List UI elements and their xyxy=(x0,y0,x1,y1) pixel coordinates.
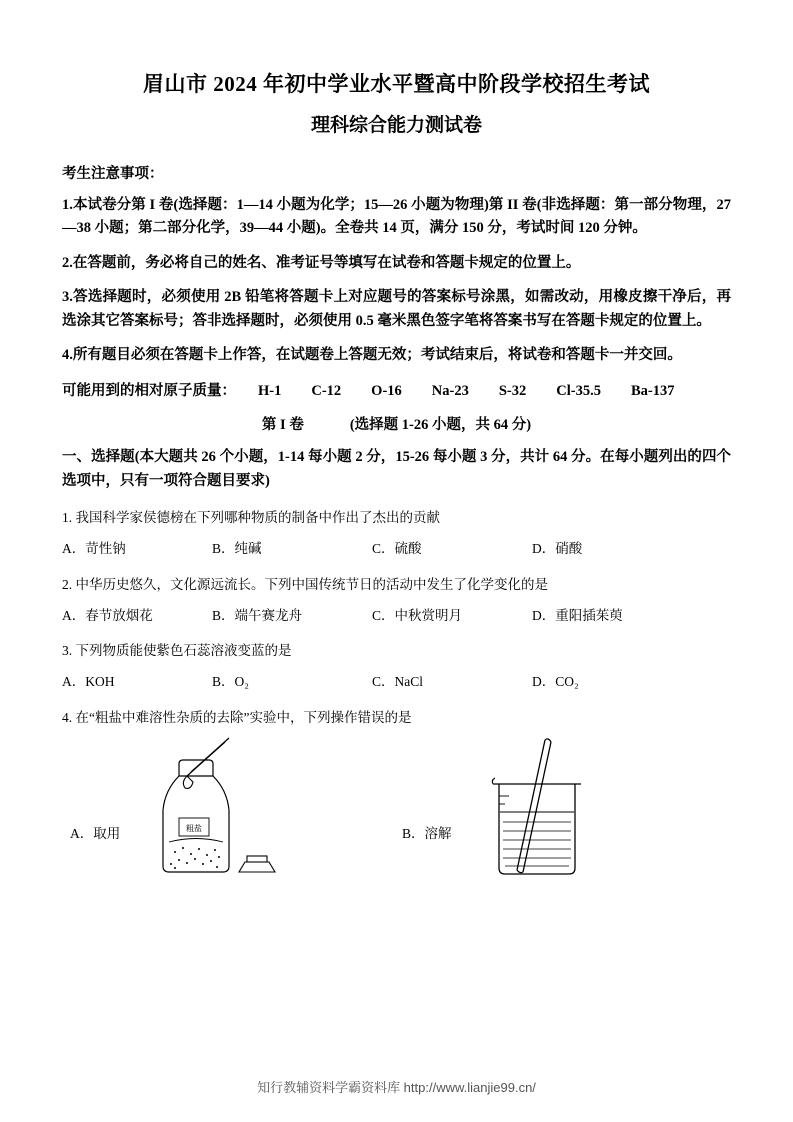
atomic-mass-label: 可能用到的相对原子质量： xyxy=(62,382,236,399)
atomic-mass-o: O-16 xyxy=(371,382,402,399)
question-1-option-a[interactable]: A．苛性钠 xyxy=(62,541,126,557)
question-4-figures xyxy=(62,734,731,904)
notice-item-2: 2.在答题前，务必将自己的姓名、准考证号等填写在试卷和答题卡规定的位置上。 xyxy=(62,254,581,271)
question-2-option-a[interactable]: A．春节放烟花 xyxy=(62,607,153,623)
page-title-line2: 理科综合能力测试卷 xyxy=(310,115,482,137)
question-3-option-d[interactable]: D．CO₂ xyxy=(532,674,579,690)
notice-item-3: 3.答选择题时，必须使用 2B 铅笔将答题卡上对应题号的答案标号涂黑，如需改动，用橡皮擦干净后，再选涂其它答案标号；答非选择题时，必须使用 0.5 毫米黑色签字笔将答案书写在答题卡规定的位置上。 xyxy=(62,289,731,329)
atomic-mass-c: C-12 xyxy=(311,382,342,399)
paper-section-note: (选择题 1-26 小题，共 64 分) xyxy=(349,417,532,434)
question-1-option-d[interactable]: D．硝酸 xyxy=(532,541,583,557)
atomic-mass-h: H-1 xyxy=(258,382,282,399)
atomic-mass-na: Na-23 xyxy=(431,382,469,399)
question-3-number: 3. xyxy=(62,643,73,659)
big-question-heading: 一、选择题(本大题共 26 个小题，1-14 每小题 2 分，15-26 每小题 3 分，共计 64 分。在每小题列出的四个选项中，只有一项符合题目要求) xyxy=(62,449,731,489)
question-4-option-b-label[interactable]: B．溶解 xyxy=(402,825,452,841)
question-2-option-c[interactable]: C．中秋赏明月 xyxy=(372,607,463,623)
question-2-number: 2. xyxy=(62,576,73,592)
beaker-dissolve-figure xyxy=(457,734,647,894)
atomic-mass-line xyxy=(62,380,731,403)
paper-section-heading xyxy=(62,413,731,434)
question-1 xyxy=(62,508,731,528)
question-3-text: 下列物质能使紫色石蕊溶液变蓝的是 xyxy=(75,643,292,659)
question-4-text: 在“粗盐中难溶性杂质的去除”实验中，下列操作错误的是 xyxy=(75,709,412,725)
question-1-text: 我国科学家侯德榜在下列哪种物质的制备中作出了杰出的贡献 xyxy=(75,510,440,526)
footer-watermark: 知行教辅资料学霸资料库 http://www.lianjie99.cn/ xyxy=(257,1080,536,1095)
question-1-options xyxy=(62,539,731,559)
question-1-option-c[interactable]: C．硫酸 xyxy=(372,541,422,557)
atomic-mass-ba: Ba-137 xyxy=(630,382,675,399)
notice-header: 考生注意事项： xyxy=(62,165,164,182)
question-3-option-c[interactable]: C．NaCl xyxy=(372,674,424,690)
question-3-option-b[interactable]: B．O₂ xyxy=(212,674,249,690)
question-3-option-a[interactable]: A．KOH xyxy=(62,674,115,690)
question-2-text: 中华历史悠久，文化源远流长。下列中国传统节日的活动中发生了化学变化的是 xyxy=(75,576,548,592)
question-4 xyxy=(62,708,731,728)
atomic-mass-s: S-32 xyxy=(498,382,527,399)
notice-item-1: 1.本试卷分第 I 卷(选择题：1—14 小题为化学；15—26 小题为物理)第 II 卷(非选择题：第一部分物理，27—38 小题；第二部分化学，39—44 小题)。全卷共 14 页，满分 150 分，考试时间 120 分钟。 xyxy=(62,196,731,237)
question-4-number: 4. xyxy=(62,709,73,725)
atomic-mass-cl: Cl-35.5 xyxy=(556,382,601,399)
bottle-label-text: 粗盐 xyxy=(186,823,202,833)
reagent-bottle-figure xyxy=(117,734,307,894)
question-2-option-b[interactable]: B．端午赛龙舟 xyxy=(212,607,303,623)
paper-section-label: 第 I 卷 xyxy=(261,417,304,434)
question-4-option-a-label[interactable]: A．取用 xyxy=(70,825,121,841)
question-3 xyxy=(62,641,731,661)
question-2 xyxy=(62,575,731,595)
question-3-options xyxy=(62,672,731,692)
question-2-options xyxy=(62,606,731,626)
page-title-line1: 眉山市 2024 年初中学业水平暨高中阶段学校招生考试 xyxy=(143,72,650,96)
question-1-number: 1. xyxy=(62,510,73,526)
question-2-option-d[interactable]: D．重阳插茱萸 xyxy=(532,607,623,623)
question-1-option-b[interactable]: B．纯碱 xyxy=(212,541,262,557)
notice-item-4: 4.所有题目必须在答题卡上作答，在试题卷上答题无效；考试结束后，将试卷和答题卡一并交回。 xyxy=(62,347,682,364)
